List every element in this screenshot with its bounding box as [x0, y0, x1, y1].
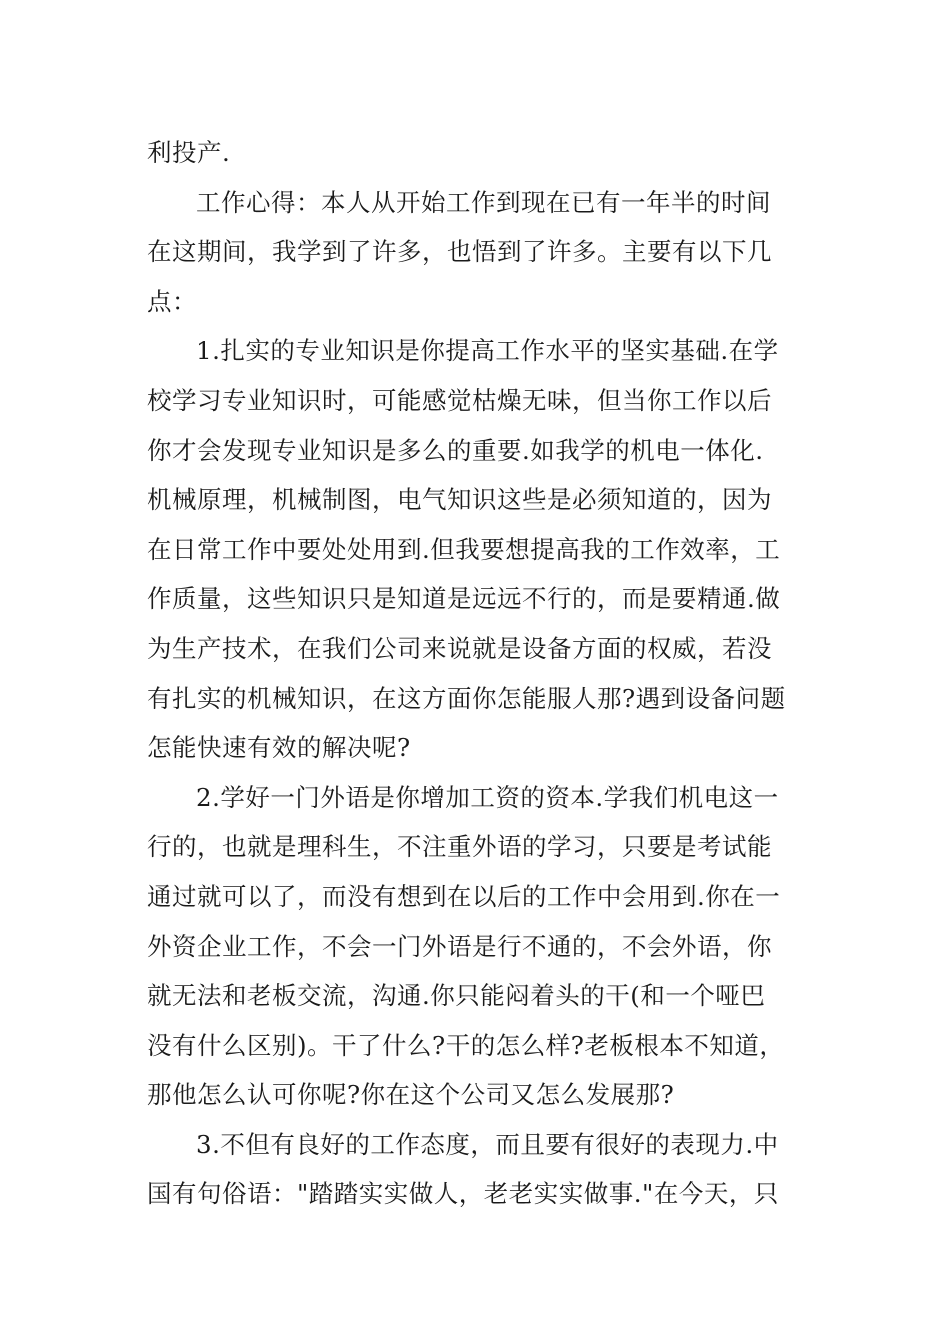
text-line: 工作心得：本人从开始工作到现在已有一年半的时间 [196, 187, 771, 217]
text-line: 作质量，这些知识只是知道是远远不行的，而是要精通.做 [147, 584, 781, 614]
text-line: 外资企业工作，不会一门外语是行不通的，不会外语，你 [147, 931, 772, 961]
text-line: 点： [147, 286, 197, 316]
text-line: 通过就可以了，而没有想到在以后的工作中会用到.你在一 [147, 881, 781, 911]
text-line: 为生产技术，在我们公司来说就是设备方面的权威，若没 [147, 633, 772, 663]
text-line: 校学习专业知识时，可能感觉枯燥无味，但当你工作以后 [147, 385, 772, 415]
text-line: 在这期间，我学到了许多，也悟到了许多。主要有以下几 [147, 237, 772, 267]
text-line: 那他怎么认可你呢?你在这个公司又怎么发展那? [147, 1080, 675, 1110]
text-line: 机械原理，机械制图，电气知识这些是必须知道的，因为 [147, 485, 772, 515]
text-line: 就无法和老板交流，沟通.你只能闷着头的干(和一个哑巴 [147, 981, 766, 1011]
text-line: 你才会发现专业知识是多么的重要.如我学的机电一体化. [147, 435, 764, 465]
text-line: 怎能快速有效的解决呢? [147, 733, 411, 763]
text-line: 有扎实的机械知识，在这方面你怎能服人那?遇到设备问题 [147, 683, 786, 713]
text-line: 在日常工作中要处处用到.但我要想提高我的工作效率，工 [147, 534, 781, 564]
text-line: 没有什么区别)。干了什么?干的怎么样?老板根本不知道， [147, 1030, 785, 1060]
text-line: 行的，也就是理科生，不注重外语的学习，只要是考试能 [147, 832, 772, 862]
text-line: 1.扎实的专业知识是你提高工作水平的坚实基础.在学 [196, 336, 779, 366]
text-line: 利投产. [147, 138, 231, 167]
text-line: 国有句俗语："踏踏实实做人，老老实实做事."在今天，只 [147, 1179, 779, 1209]
text-line: 3.不但有良好的工作态度，而且要有很好的表现力.中 [196, 1129, 779, 1159]
document-body [147, 128, 812, 1219]
text-line: 2.学好一门外语是你增加工资的资本.学我们机电这一 [196, 782, 779, 812]
